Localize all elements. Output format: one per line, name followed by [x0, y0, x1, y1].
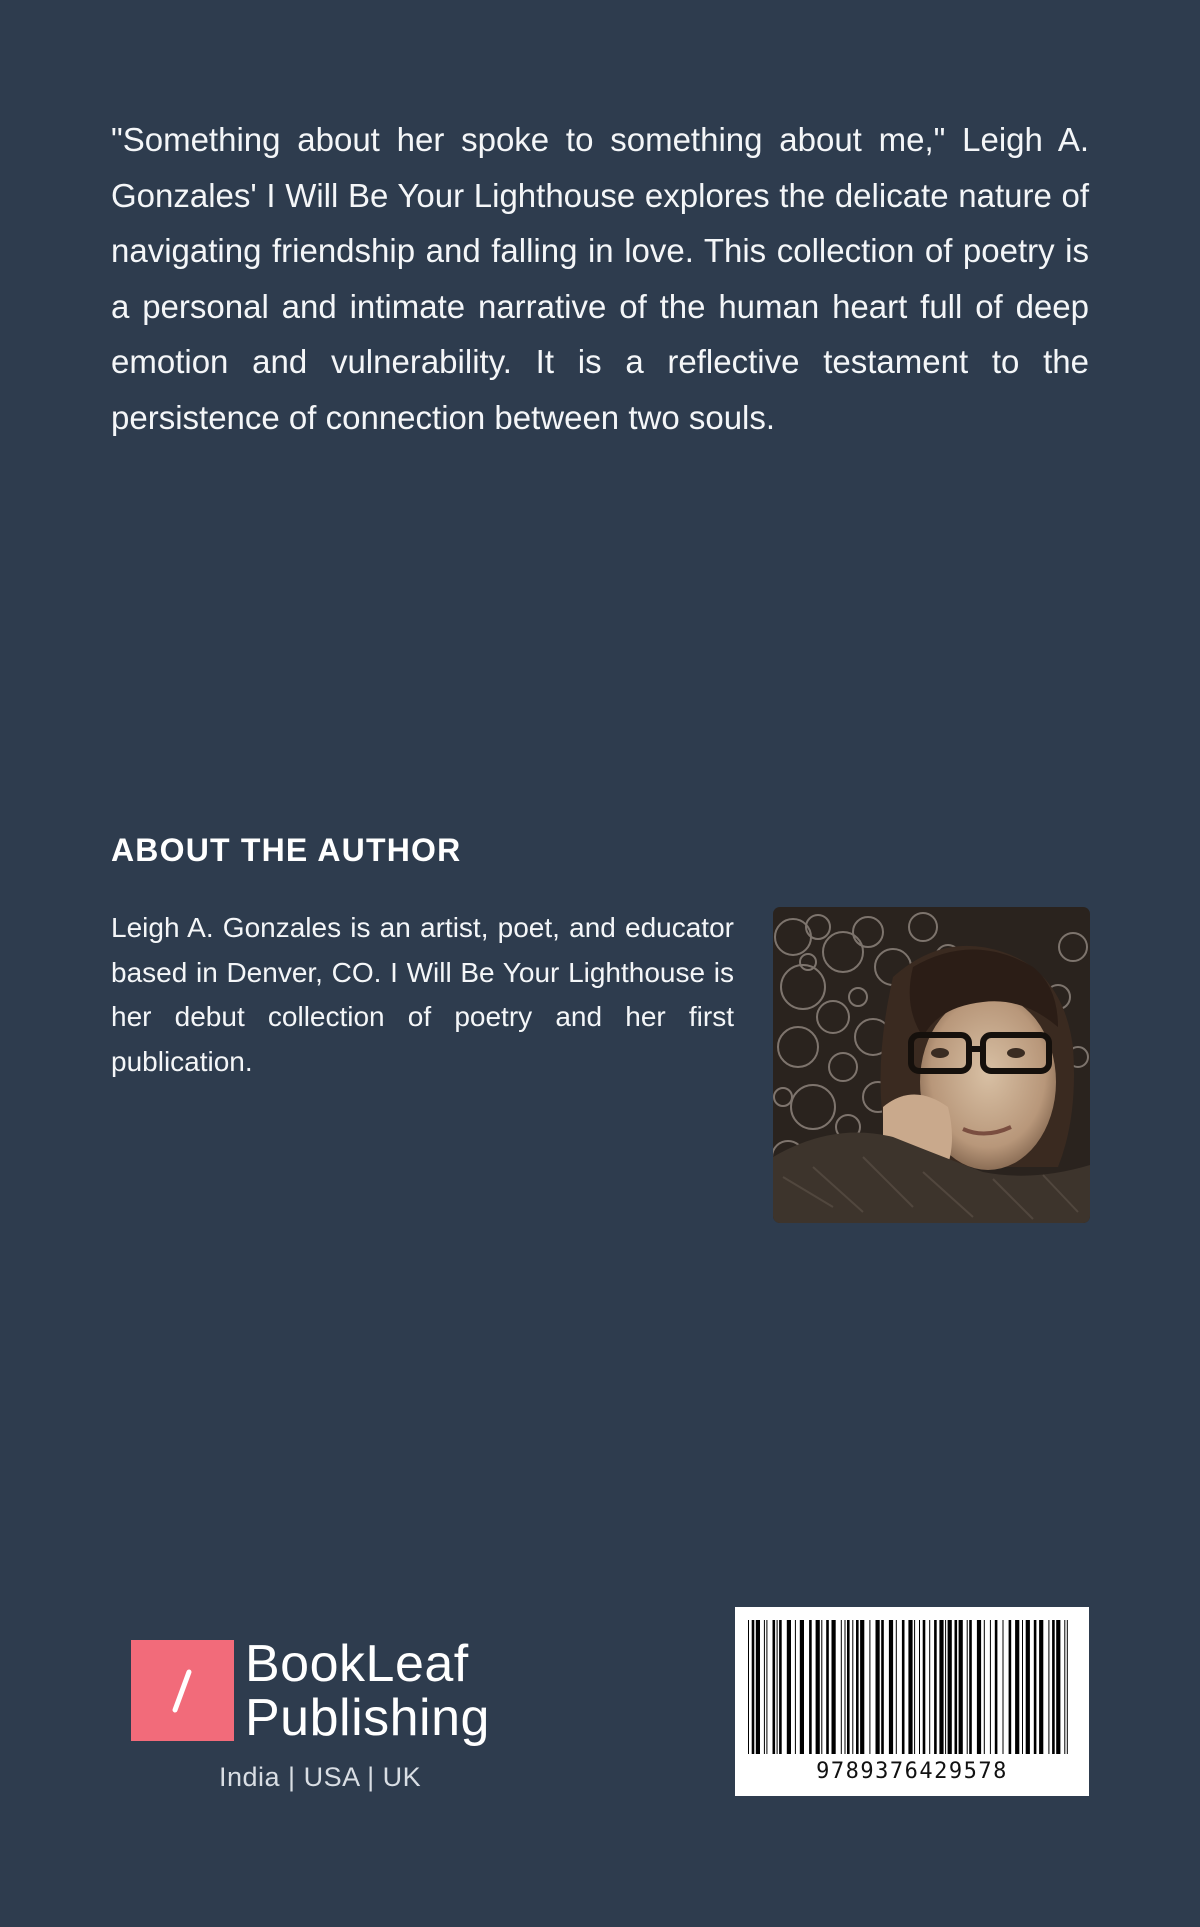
barcode-bar	[876, 1620, 880, 1754]
barcode-bar	[856, 1620, 859, 1754]
barcode-bar	[764, 1620, 765, 1754]
barcode-bar	[896, 1620, 897, 1754]
barcode-bar	[756, 1620, 760, 1754]
isbn-barcode	[735, 1607, 1089, 1796]
barcode-bar	[860, 1620, 864, 1754]
barcode-bar	[779, 1620, 782, 1754]
barcode-bar	[1009, 1620, 1012, 1754]
barcode-bar	[1064, 1620, 1065, 1754]
isbn-number: 9789376429578	[816, 1759, 1008, 1784]
barcode-bar	[1039, 1620, 1043, 1754]
barcode-bar	[955, 1620, 958, 1754]
barcode-bar	[995, 1620, 998, 1754]
barcode-bar	[945, 1620, 946, 1754]
barcode-bar	[969, 1620, 972, 1754]
about-author-heading: ABOUT THE AUTHOR	[111, 832, 462, 868]
barcode-bar	[845, 1620, 846, 1754]
barcode-bar	[908, 1620, 912, 1754]
barcode-bar	[832, 1620, 836, 1754]
barcode-bar	[881, 1620, 884, 1754]
back-cover-blurb: "Something about her spoke to something about me," Leigh A. Gonzales' I Will Be Your Lighthouse explores the delicate nature of navigating friendship and falling in love. This collection of poetry is a personal and intimate narrative of the human heart full of deep emotion and vulnerability. It is a reflective testament to the persistence of connection between two souls.	[111, 121, 1089, 436]
barcode-bar	[902, 1620, 905, 1754]
about-author-text: Leigh A. Gonzales is an artist, poet, and educator based in Denver, CO. I Will Be Your Lighthouse is her debut collection of poetry and her first publication.	[111, 912, 734, 1077]
barcode-bar	[934, 1620, 937, 1754]
publisher-regions: India | USA | UK	[219, 1762, 422, 1792]
author-photo	[773, 907, 1090, 1223]
barcode-bar	[752, 1620, 755, 1754]
barcode-bar	[1022, 1620, 1023, 1754]
barcode-bar	[852, 1620, 853, 1754]
barcode-bar	[821, 1620, 822, 1754]
barcode-bar	[929, 1620, 930, 1754]
barcode-bar	[1034, 1620, 1037, 1754]
publisher-name-line2: Publishing	[245, 1689, 490, 1747]
barcode-bar	[984, 1620, 985, 1754]
publisher-slash-mark-icon	[131, 1640, 234, 1741]
barcode-bar	[1052, 1620, 1055, 1754]
barcode-bar	[990, 1620, 991, 1754]
barcode-bar	[977, 1620, 981, 1754]
barcode-bar	[1048, 1620, 1049, 1754]
barcode-bar	[816, 1620, 820, 1754]
barcode-bar	[826, 1620, 829, 1754]
barcode-bar	[1026, 1620, 1030, 1754]
barcode-bar	[1056, 1620, 1060, 1754]
barcode-bar	[959, 1620, 963, 1754]
barcode-bar	[809, 1620, 812, 1754]
barcode-bar	[1015, 1620, 1019, 1754]
barcode-bar	[748, 1620, 749, 1754]
publisher-name-line1: BookLeaf	[245, 1635, 469, 1693]
barcode-bar	[787, 1620, 791, 1754]
barcode-bar	[1003, 1620, 1004, 1754]
barcode-bar	[919, 1620, 920, 1754]
barcode-bar	[1067, 1620, 1068, 1754]
barcode-bar	[841, 1620, 842, 1754]
barcode-bar	[766, 1620, 767, 1754]
barcode-bar	[795, 1620, 796, 1754]
barcode-bar	[777, 1620, 778, 1754]
barcode-bar	[869, 1620, 870, 1754]
barcode-bar	[800, 1620, 804, 1754]
barcode-bar	[948, 1620, 952, 1754]
barcode-bar	[889, 1620, 893, 1754]
publisher-logo	[131, 1636, 511, 1796]
barcode-bar	[847, 1620, 850, 1754]
barcode-bar	[939, 1620, 943, 1754]
barcode-bar	[923, 1620, 926, 1754]
barcode-bar	[914, 1620, 915, 1754]
barcode-bar	[773, 1620, 776, 1754]
barcode-bar	[967, 1620, 968, 1754]
barcode-bars-icon	[748, 1620, 1076, 1754]
